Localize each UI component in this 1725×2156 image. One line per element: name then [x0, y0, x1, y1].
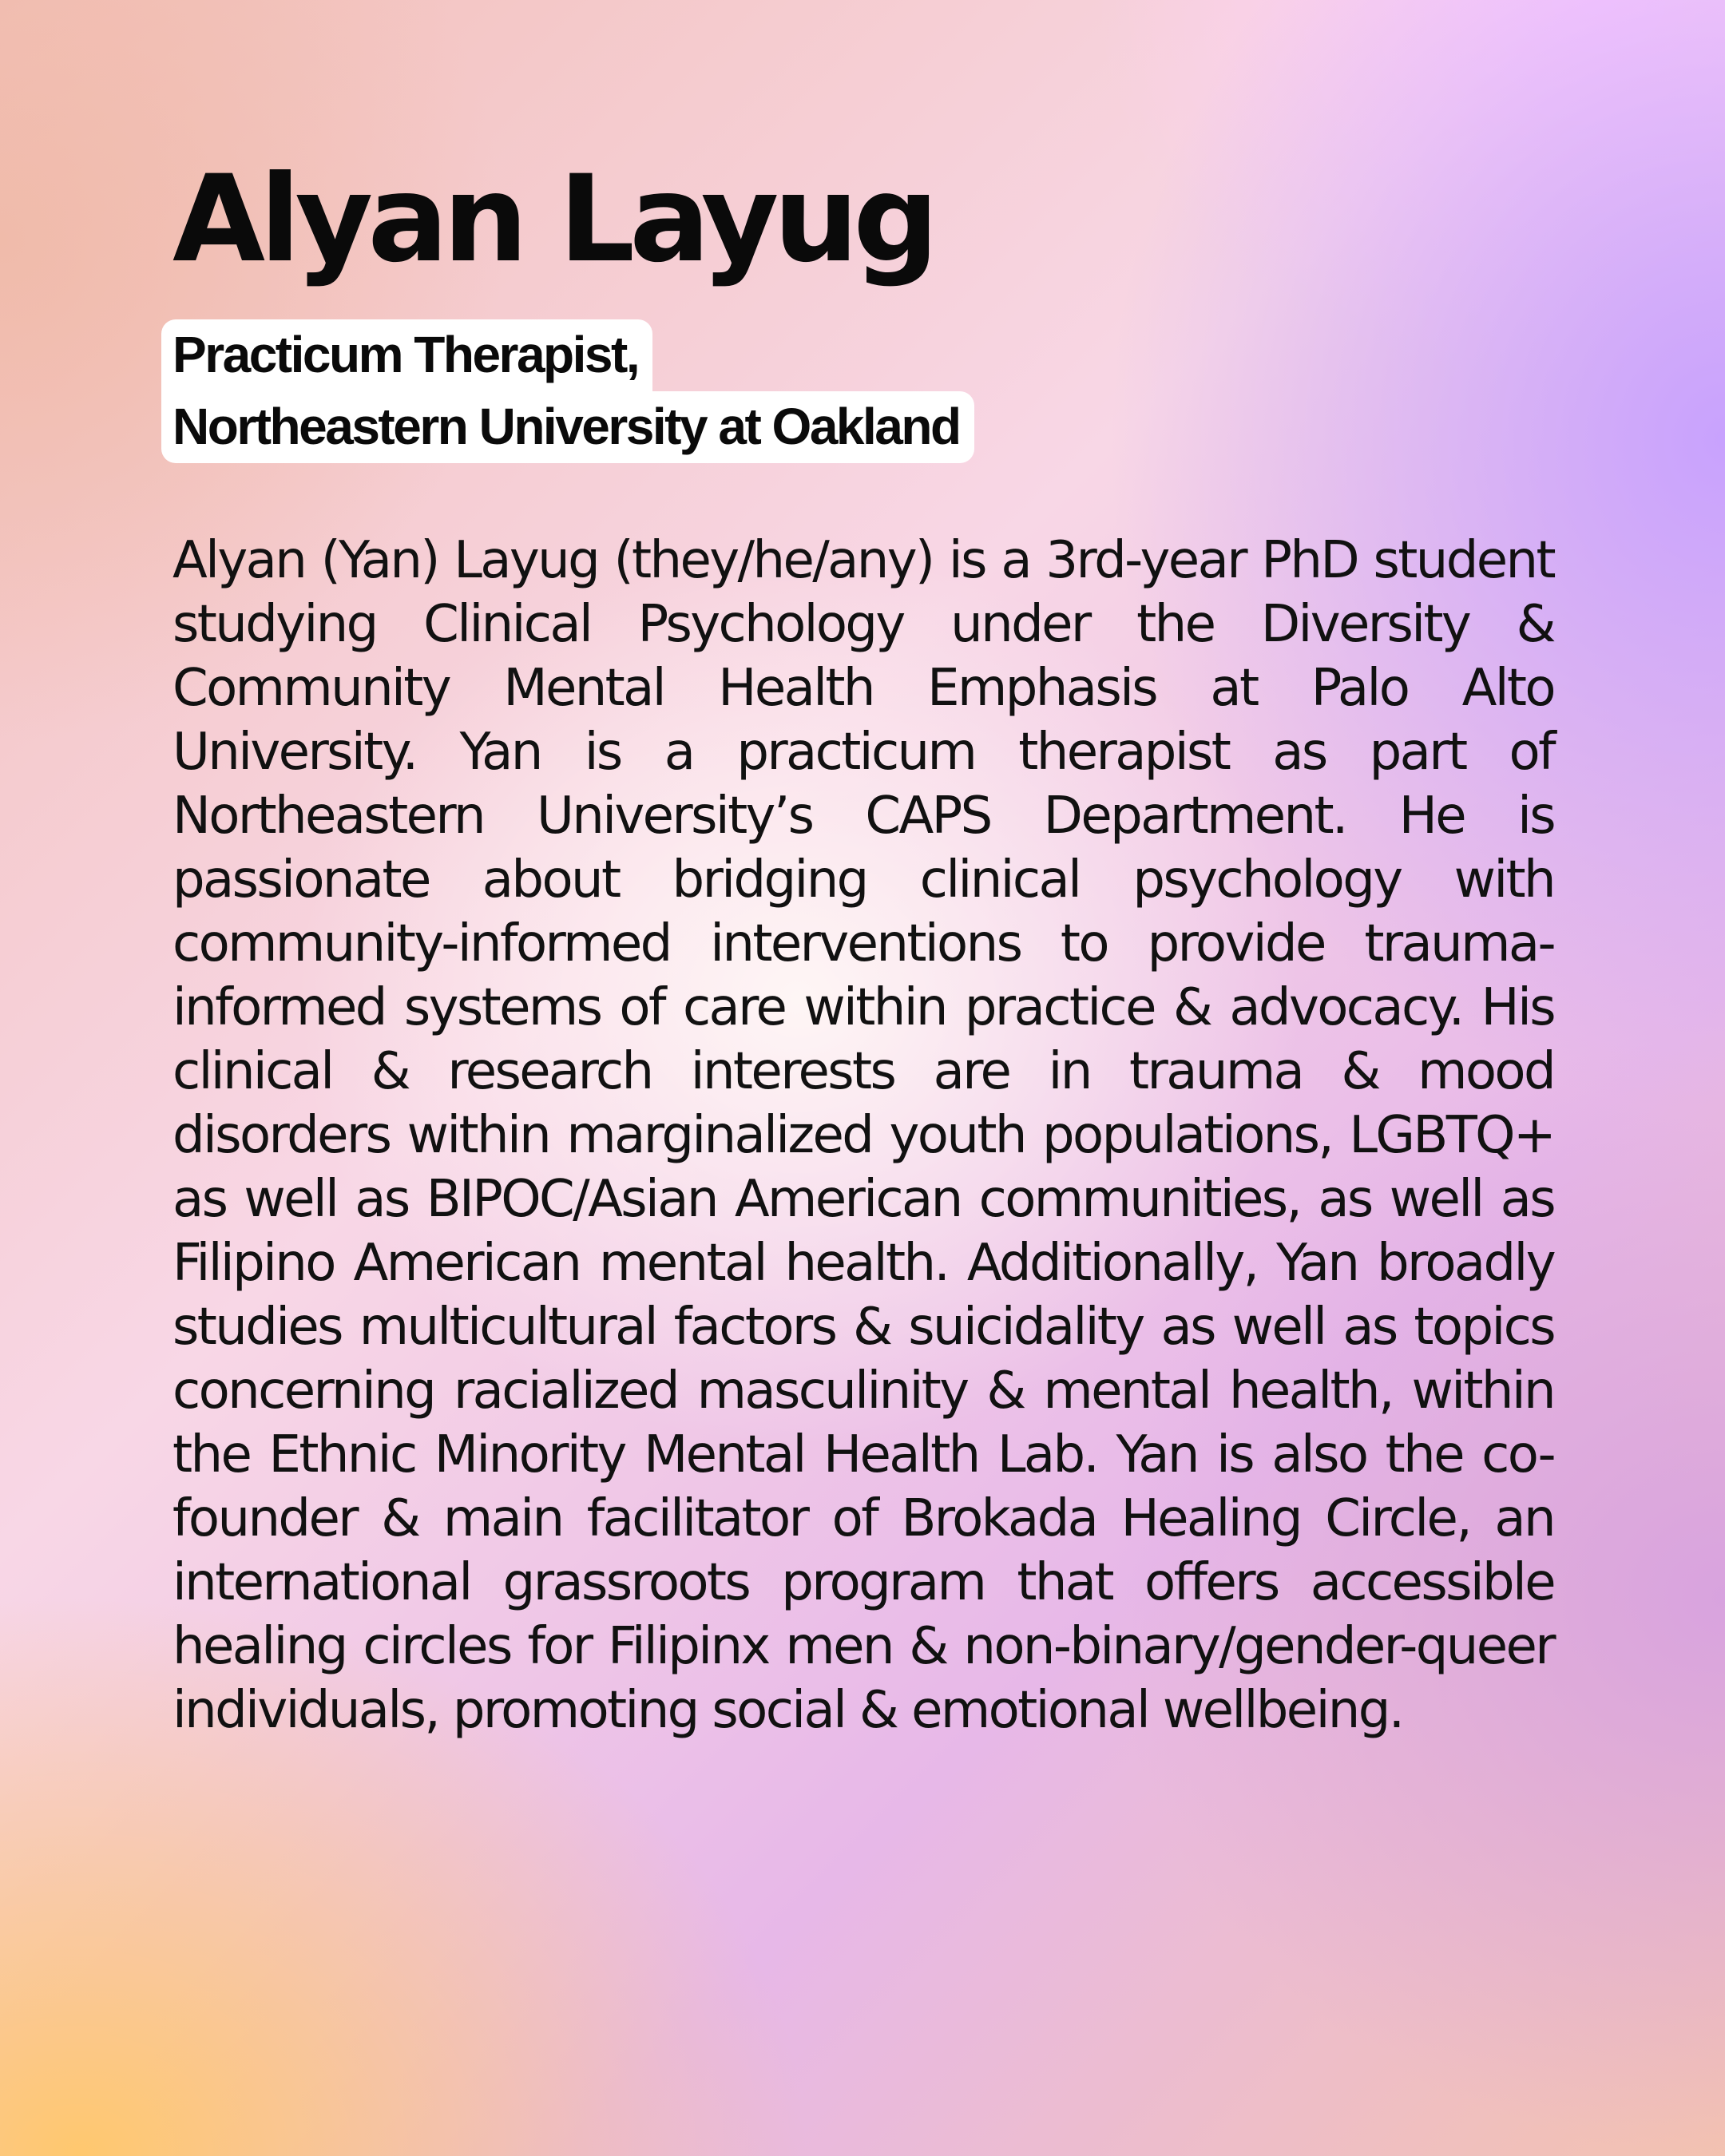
- profile-card: [172, 144, 1554, 1742]
- bio-text: Alyan (Yan) Layug (they/he/any) is a 3rd-year PhD student studying Clinical Psychology under the Diversity & Community Mental Health Emphasis at Palo Alto University. Yan is a practicum therapist as part of Northeastern University’s CAPS Department. He is passionate about bridging clinical psychology with community-informed interventions to provide trauma-informed systems of care within practice & advocacy. His clinical & research interests are in trauma & mood disorders within marginalized youth populations, LGBTQ+ as well as BIPOC/Asian American communities, as well as Filipino American mental health. Additionally, Yan broadly studies multicultural factors & suicidality as well as topics concerning racialized masculinity & mental health, within the Ethnic Minority Mental Health Lab. Yan is also the co-founder & main facilitator of Brokada Healing Circle, an international grassroots program that offers accessible healing circles for Filipinx men & non-binary/gender-queer individuals, promoting social & emotional wellbeing.: [172, 531, 1554, 1740]
- role-label: [161, 319, 974, 463]
- profile-name: Alyan Layug: [172, 150, 934, 289]
- role-organization: Northeastern University at Oakland: [161, 391, 974, 463]
- role-title: Practicum Therapist,: [161, 319, 652, 391]
